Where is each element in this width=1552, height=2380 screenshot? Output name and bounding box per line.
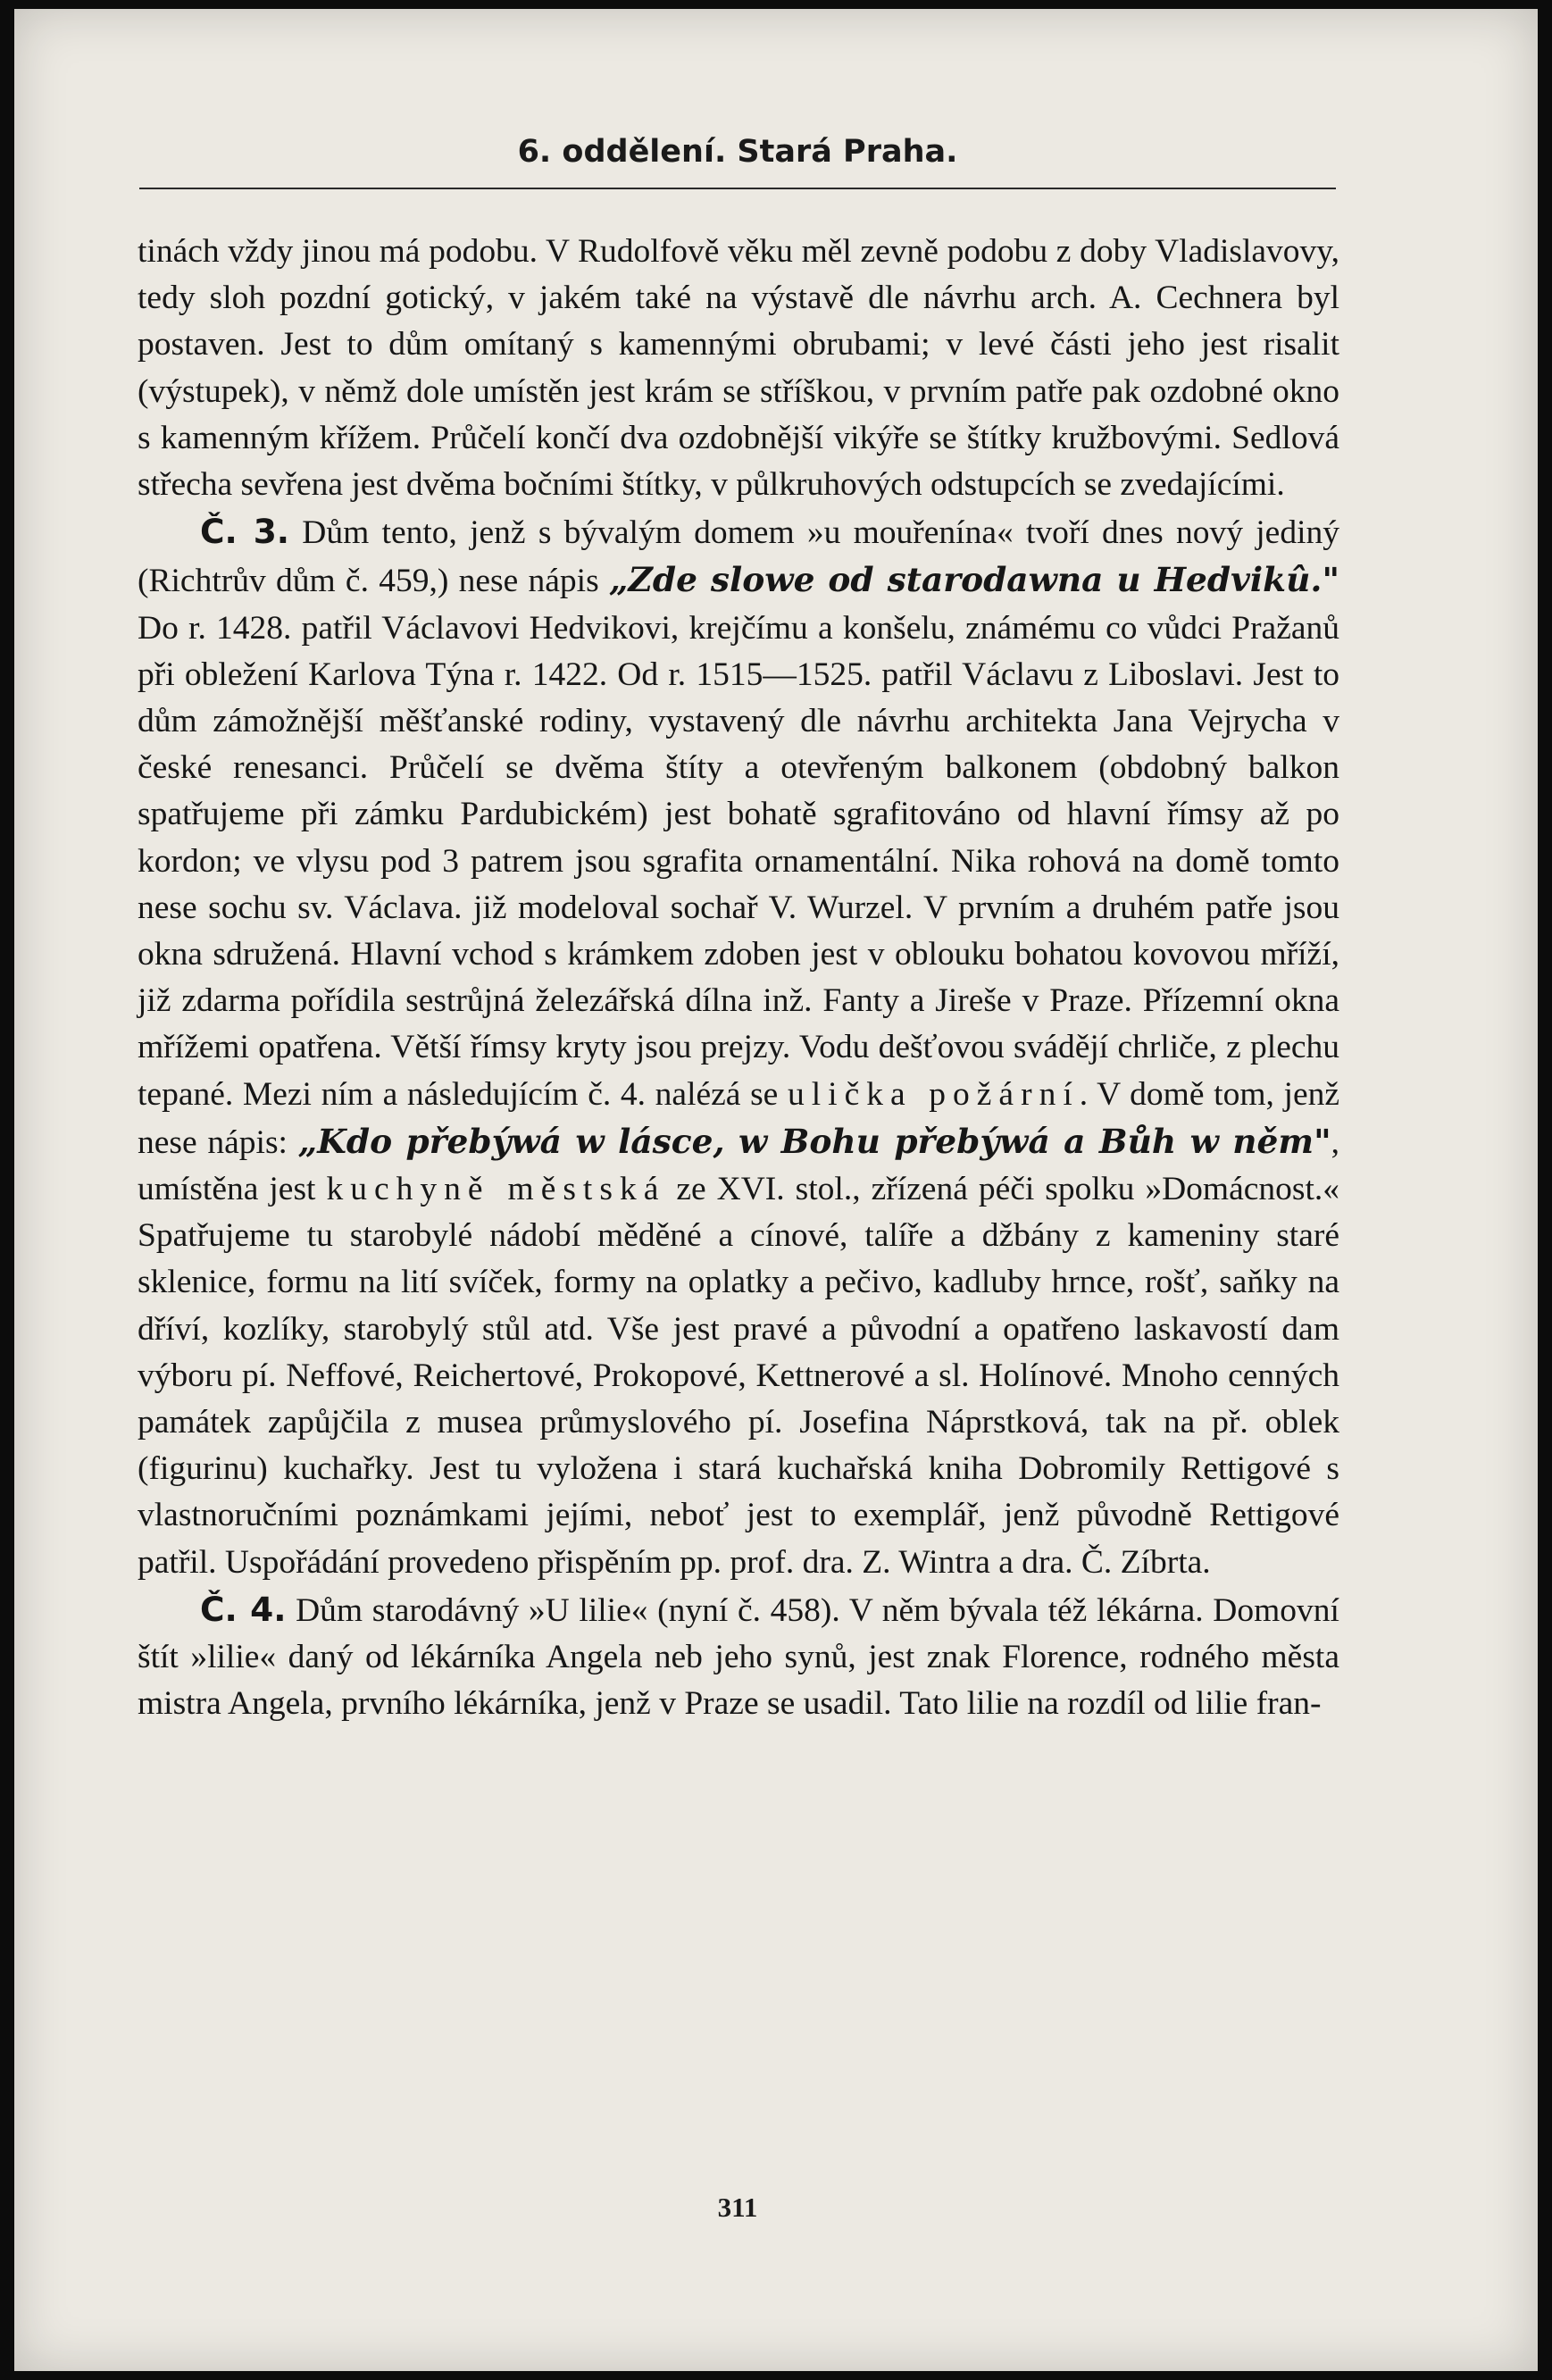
paragraph-1: tinách vždy jinou má podobu. V Rudolfově věku měl zevně podobu z doby Vladislavovy, tedy sloh pozdní gotický, v jakém také na výstavě dle návrhu arch. A. Cechnera byl postaven. Jest to dům omítaný s kamennými obrubami; v levé části jeho jest risalit (výstupek), v němž dole umístěn jest krám se stříškou, v prvním patře pak ozdobné okno s kamenným křížem. Průčelí končí dva ozdobnější vikýře se štítky kružbovými. Sedlová střecha sevřena jest dvěma bočními štítky, v půlkruhových odstupcích se zvedajícími. bbox=[138, 233, 1339, 504]
blackletter-inscription-1: „Zde slowe od starodawna u Hedvikû." bbox=[608, 560, 1339, 600]
section-number-3: Č. 3. bbox=[200, 512, 290, 552]
section-number-4: Č. 4. bbox=[200, 1589, 287, 1629]
body-text bbox=[138, 229, 1339, 1728]
header-rule bbox=[139, 188, 1336, 189]
paragraph-2-text-d: , umístěna jest bbox=[138, 1123, 1339, 1208]
paragraph-3 bbox=[138, 1586, 1339, 1728]
blackletter-inscription-2: „Kdo přebýwá w lásce, w Bohu přebýwá a Bůh w něm" bbox=[297, 1121, 1331, 1161]
running-header: 6. oddělení. Stará Praha. bbox=[517, 134, 958, 170]
paragraph-2-text-a: Dům tento, jenž s bývalým domem »u mouřenína« tvoří dnes nový jediný (Richtrův dům č. 459,) nese nápis bbox=[138, 514, 1339, 600]
paragraph-2-text-b: Do r. 1428. patřil Václavovi Hedvikovi, krejčímu a konšelu, známému co vůdci Pražanů při obležení Karlova Týna r. 1422. Od r. 1515—1525. patřil Václavu z Liboslavi. Jest to dům zámožnější měšťanské rodiny, vystavený dle návrhu architekta Jana Vejrycha v české renesanci. Průčelí se dvěma štíty a otevřeným balkonem (obdobný balkon spatřujeme při zámku Pardubickém) jest bohatě sgrafitováno od hlavní římsy až po kordon; ve vlysu pod 3 patrem jsou sgrafita ornamentální. Nika rohová na domě tomto nese sochu sv. Václava. již modeloval sochař V. Wurzel. V prvním a druhém patře jsou okna sdružená. Hlavní vchod s krámkem zdoben jest v oblouku bohatou kovovou mříží, již zdarma pořídila sestrůjná železářská dílna inž. Fanty a Jireše v Praze. Přízemní okna mřížemi opatřena. Větší římsy kryty jsou prejzy. Vodu dešťovou svádějí chrliče, z plechu tepané. Mezi ním a následujícím č. 4. nalézá se bbox=[138, 609, 1339, 1113]
spaced-term-kuchyne: kuchyně městská bbox=[326, 1171, 666, 1208]
page bbox=[14, 9, 1538, 2371]
page-number: 311 bbox=[717, 2192, 758, 2223]
spaced-term-ulicka: ulička požární bbox=[788, 1075, 1080, 1113]
paragraph-3-text-a: Dům starodávný »U lilie« (nyní č. 458). V něm bývala též lékárna. Domovní štít »lilie« daný od lékárníka Angela neb jeho synů, jest znak Florence, rodného města mistra Angela, prvního lékárníka, jenž v Praze se usadil. Tato lilie na rozdíl od lilie fran- bbox=[138, 1591, 1339, 1723]
paragraph-2 bbox=[138, 508, 1339, 1586]
paragraph-2-text-e: ze XVI. stol., zřízená péči spolku »Domácnost.« Spatřujeme tu starobylé nádobí měděné a cínové, talíře a džbány z kameniny staré sklenice, formu na lití svíček, formy na oplatky a pečivo, kadluby hrnce, rošť, saňky na dříví, kozlíky, starobylý stůl atd. Vše jest pravé a původní a opatřeno laskavostí dam výboru pí. Neffové, Reichertové, Prokopové, Kettnerové a sl. Holínové. Mnoho cenných památek zapůjčila z musea průmyslového pí. Josefina Náprstková, tak na př. oblek (figurinu) kuchařky. Jest tu vyložena i stará kuchařská kniha Dobromily Rettigové s vlastnoručními poznámkami jejími, neboť jest to exemplář, jenž původně Rettigové patřil. Uspořádání provedeno přispěním pp. prof. dra. Z. Wintra a dra. Č. Zíbrta. bbox=[138, 1171, 1340, 1581]
paragraph-2-text-c: . V domě tom, jenž nese nápis: bbox=[138, 1075, 1339, 1161]
